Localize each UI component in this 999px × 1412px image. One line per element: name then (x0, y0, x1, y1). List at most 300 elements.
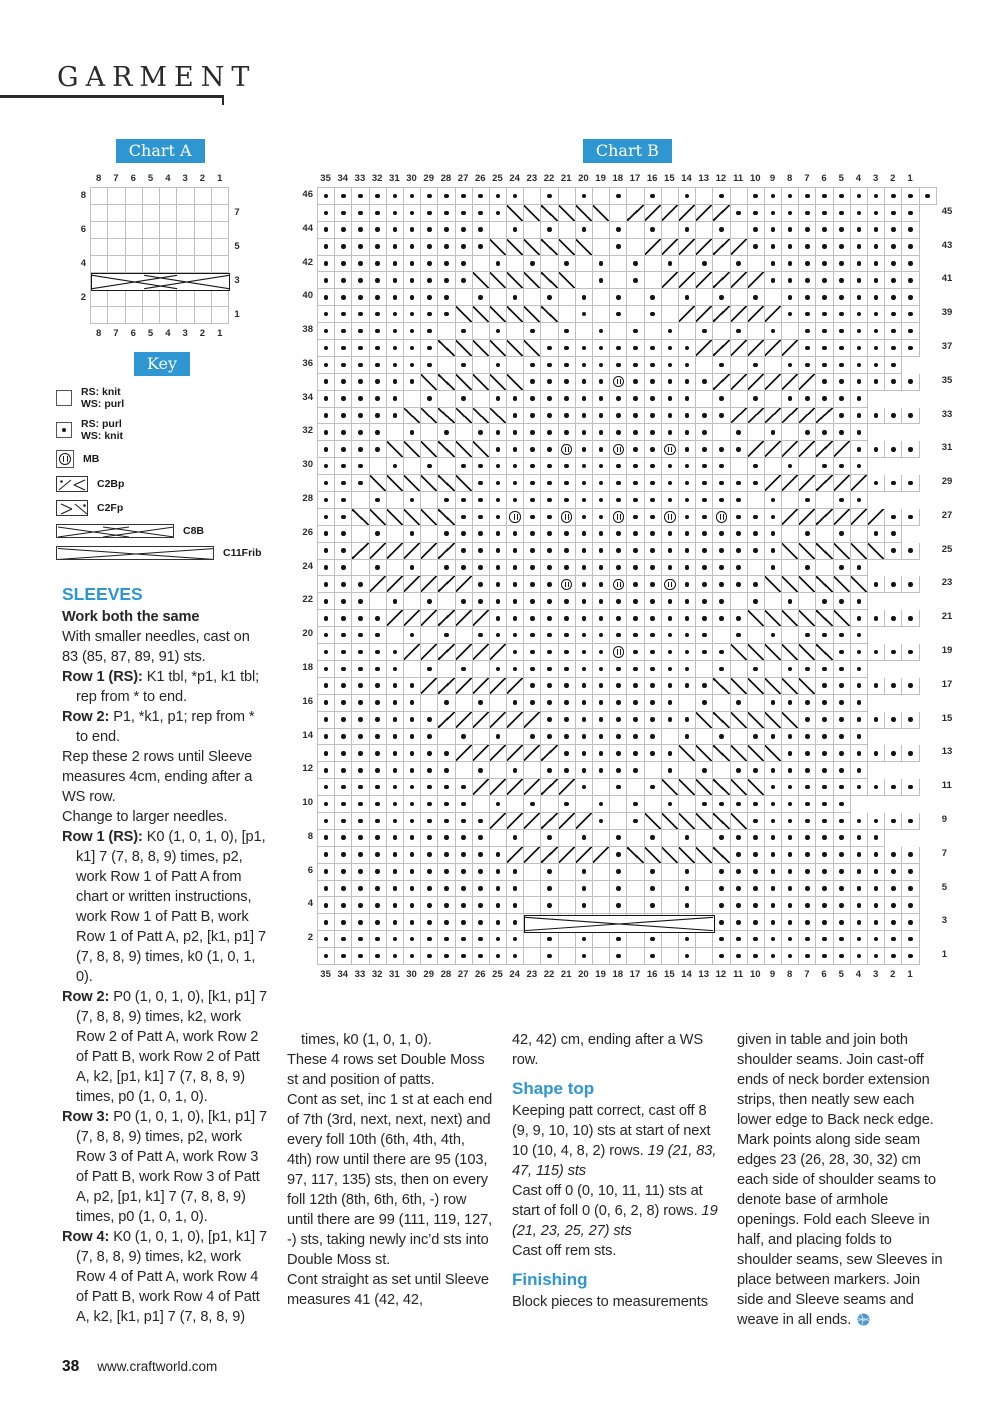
chart-cell (387, 357, 404, 374)
chart-cell (370, 239, 387, 256)
chart-cell (421, 188, 438, 205)
chart-cell (559, 661, 576, 678)
chart-cell (352, 813, 369, 830)
chart-cell (748, 289, 765, 306)
chart-cell (834, 306, 851, 323)
chart-cell (696, 492, 713, 509)
chart-cell (851, 306, 868, 323)
chart-cell (352, 779, 369, 796)
chart-cell (456, 458, 473, 475)
chart-cell (696, 357, 713, 374)
chart-cell (91, 307, 108, 324)
chart-cell (559, 289, 576, 306)
chart-col-number: 26 (474, 173, 486, 184)
chart-cell (404, 509, 421, 526)
chart-cell (713, 357, 730, 374)
chart-cell (370, 610, 387, 627)
chart-cell (765, 239, 782, 256)
chart-cell (318, 847, 335, 864)
chart-cell (885, 543, 902, 560)
chart-cell (473, 847, 490, 864)
chart-cell (473, 779, 490, 796)
chart-cell (370, 627, 387, 644)
chart-cell (748, 593, 765, 610)
chart-cell (559, 813, 576, 830)
chart-cell (799, 441, 816, 458)
chart-cell (645, 188, 662, 205)
chart-cell (318, 492, 335, 509)
chart-cell (816, 576, 833, 593)
chart-cell (370, 864, 387, 881)
chart-cell (524, 897, 541, 914)
chart-cell (782, 695, 799, 712)
chart-cell (782, 644, 799, 661)
chart-cell (782, 492, 799, 509)
chart-cell (696, 306, 713, 323)
chart-cell (645, 796, 662, 813)
chart-cell (456, 931, 473, 948)
chart-cell (352, 914, 369, 931)
chart-cell (679, 560, 696, 577)
chart-cell (438, 424, 455, 441)
chart-cell (576, 239, 593, 256)
chart-cell (713, 543, 730, 560)
chart-cell (335, 256, 352, 273)
chart-cell (576, 762, 593, 779)
chart-cell (679, 424, 696, 441)
chart-cell (335, 560, 352, 577)
chart-cell (679, 408, 696, 425)
chart-cell (438, 897, 455, 914)
chart-row-number: 4 (80, 258, 86, 269)
chart-row-number: 42 (302, 256, 313, 268)
chart-cell (696, 610, 713, 627)
chart-cell (765, 593, 782, 610)
chart-cell (627, 729, 644, 746)
chart-cell (524, 526, 541, 543)
chart-cell (335, 526, 352, 543)
chart-cell (524, 205, 541, 222)
chart-cell (524, 340, 541, 357)
chart-row-number (942, 863, 964, 880)
chart-cell (438, 576, 455, 593)
chart-col-number: 24 (509, 968, 520, 980)
chart-cell (765, 560, 782, 577)
chart-cell (816, 509, 833, 526)
chart-cell (524, 239, 541, 256)
chart-cell (524, 458, 541, 475)
chart-cell (782, 256, 799, 273)
text-run: Block pieces to measurements (512, 1294, 708, 1310)
chart-cell (627, 222, 644, 239)
chart-cell (177, 188, 194, 205)
chart-cell (834, 661, 851, 678)
chart-cell (524, 813, 541, 830)
chart-cell (902, 779, 919, 796)
chart-cell (679, 593, 696, 610)
chart-cell (610, 509, 627, 526)
chart-cell (490, 813, 507, 830)
chart-cell (559, 796, 576, 813)
chart-cell (456, 627, 473, 644)
chart-cell (610, 762, 627, 779)
chart-cell (387, 695, 404, 712)
chart-cell (834, 256, 851, 273)
chart-cell (421, 239, 438, 256)
chart-cell (868, 222, 885, 239)
chart-cell (541, 374, 558, 391)
chart-cell (370, 881, 387, 898)
chart-cell (713, 762, 730, 779)
chart-cell (610, 897, 627, 914)
key-item-label: C8B (183, 525, 205, 537)
mb-symbol-icon (56, 450, 74, 468)
chart-cell (902, 576, 919, 593)
chart-cell (438, 492, 455, 509)
chart-cell (662, 729, 679, 746)
chart-cell (662, 745, 679, 762)
chart-cell (541, 526, 558, 543)
chart-cell (799, 864, 816, 881)
chart-cell (456, 881, 473, 898)
chart-cell (473, 543, 490, 560)
chart-cell (782, 847, 799, 864)
chart-cell (696, 695, 713, 712)
chart-cell (524, 391, 541, 408)
chart-cell (627, 205, 644, 222)
chart-cell (524, 374, 541, 391)
chart-row-number: 5 (234, 241, 240, 252)
key-item-label: RS: purl WS: knit (81, 418, 123, 442)
chart-cell (473, 864, 490, 881)
chart-cell (696, 729, 713, 746)
chart-cell (490, 357, 507, 374)
chart-cell (559, 340, 576, 357)
chart-row-number (942, 457, 964, 474)
chart-cell (679, 239, 696, 256)
chart-row-number (942, 525, 964, 542)
chart-cell (404, 340, 421, 357)
chart-cell (576, 745, 593, 762)
chart-cell (404, 526, 421, 543)
chart-cell (404, 695, 421, 712)
chart-row-number: 35 (941, 374, 953, 386)
chart-cell (335, 576, 352, 593)
chart-row-number (942, 896, 964, 913)
chart-cell (524, 712, 541, 729)
chart-cell (456, 948, 473, 965)
chart-cell (868, 914, 885, 931)
chart-row-number (291, 778, 313, 795)
chart-cell (370, 830, 387, 847)
chart-cell (404, 610, 421, 627)
chart-cell (456, 576, 473, 593)
chart-cell (782, 881, 799, 898)
chart-cell (524, 475, 541, 492)
chart-cell (541, 627, 558, 644)
chart-cell (404, 948, 421, 965)
chart-cell (627, 441, 644, 458)
chart-cell (610, 543, 627, 560)
chart-cell (438, 593, 455, 610)
chart-cell (799, 188, 816, 205)
chart-cell (541, 222, 558, 239)
chart-cell (627, 306, 644, 323)
chart-cell (851, 576, 868, 593)
chart-row-number (942, 694, 964, 711)
chart-cell (799, 323, 816, 340)
chart-cell (799, 239, 816, 256)
chart-cell (370, 593, 387, 610)
chart-cell (335, 813, 352, 830)
chart-cell (782, 762, 799, 779)
chart-cell (160, 256, 177, 273)
chart-cell (885, 897, 902, 914)
chart-cell (679, 847, 696, 864)
chart-cell (816, 256, 833, 273)
chart-cell (456, 914, 473, 931)
chart-cell (456, 695, 473, 712)
chart-cell (318, 762, 335, 779)
chart-cell (593, 762, 610, 779)
chart-cell (679, 543, 696, 560)
chart-cell (713, 188, 730, 205)
chart-cell (473, 272, 490, 289)
chart-cell (541, 357, 558, 374)
chart-cell (765, 830, 782, 847)
chart-cell (456, 593, 473, 610)
chart-cell (662, 424, 679, 441)
chart-cell (490, 239, 507, 256)
chart-cell (765, 441, 782, 458)
chart-cell (679, 374, 696, 391)
chart-cell (782, 222, 799, 239)
chart-cell (627, 239, 644, 256)
chart-cell (731, 881, 748, 898)
chart-cell (799, 830, 816, 847)
chart-cell (816, 813, 833, 830)
chart-cell (765, 306, 782, 323)
chart-cell (765, 222, 782, 239)
chart-cell (765, 188, 782, 205)
chart-cell (335, 627, 352, 644)
chart-cell (318, 729, 335, 746)
chart-cell (456, 357, 473, 374)
chart-cell (765, 644, 782, 661)
chart-cell (370, 543, 387, 560)
chart-cell (610, 695, 627, 712)
chart-cell (902, 881, 919, 898)
chart-cell (816, 222, 833, 239)
chart-cell (782, 441, 799, 458)
chart-cell (438, 678, 455, 695)
chart-cell (352, 492, 369, 509)
chart-cell (902, 340, 919, 357)
chart-row-number (291, 812, 313, 829)
chart-cell (851, 914, 868, 931)
chart-cell (816, 289, 833, 306)
chart-cell (456, 391, 473, 408)
chart-row-number (942, 829, 964, 846)
chart-cell (851, 492, 868, 509)
chart-cell (696, 627, 713, 644)
chart-cell (748, 813, 765, 830)
chart-cell (731, 391, 748, 408)
text-run: Row 1 (RS): (62, 669, 147, 685)
text-run: Row 1 (RS): (62, 829, 147, 845)
chart-cell (559, 408, 576, 425)
chart-cell (868, 272, 885, 289)
chart-cell (421, 661, 438, 678)
chart-cell (559, 593, 576, 610)
chart-cell (627, 289, 644, 306)
chart-cell (834, 323, 851, 340)
chart-cell (473, 796, 490, 813)
chart-cell (627, 188, 644, 205)
chart-cell (816, 357, 833, 374)
chart-cell (748, 408, 765, 425)
chart-cell (627, 830, 644, 847)
chart-cell (799, 593, 816, 610)
chart-cell (731, 272, 748, 289)
chart-cell (456, 222, 473, 239)
chart-row-number: 33 (941, 408, 953, 420)
chart-cell (318, 188, 335, 205)
chart-cell (610, 340, 627, 357)
chart-cell (748, 188, 765, 205)
chart-cell (559, 948, 576, 965)
chart-cell (765, 509, 782, 526)
chart-row-number: 3 (941, 915, 948, 927)
chart-cell (816, 340, 833, 357)
chart-cell (902, 745, 919, 762)
chart-cell (576, 509, 593, 526)
chart-cell (834, 239, 851, 256)
chart-cell (748, 847, 765, 864)
chart-row-number (291, 677, 313, 694)
chart-cell (370, 458, 387, 475)
chart-cell (662, 644, 679, 661)
chart-col-number: 2 (199, 328, 206, 339)
chart-cell (490, 188, 507, 205)
chart-cell (438, 205, 455, 222)
chart-cell (91, 256, 108, 273)
chart-cell (438, 762, 455, 779)
chart-cell (662, 610, 679, 627)
chart-cell (696, 712, 713, 729)
chart-cell (713, 712, 730, 729)
chart-cell (559, 897, 576, 914)
chart-cell (748, 205, 765, 222)
chart-cell (645, 475, 662, 492)
chart-cell (610, 678, 627, 695)
chart-cell (799, 391, 816, 408)
chart-cell (885, 914, 902, 931)
chart-cell (387, 306, 404, 323)
chart-cell (610, 745, 627, 762)
chart-cell (885, 441, 902, 458)
chart-cell (799, 289, 816, 306)
paragraph (512, 1181, 718, 1241)
chart-cell (318, 408, 335, 425)
chart-cell (731, 678, 748, 695)
chart-row-number: 16 (302, 695, 313, 707)
chart-cell (851, 441, 868, 458)
chart-cell (679, 357, 696, 374)
chart-cell (834, 881, 851, 898)
chart-cell (799, 881, 816, 898)
chart-cell (438, 610, 455, 627)
chart-cell (438, 745, 455, 762)
chart-cell (782, 576, 799, 593)
chart-col-number: 19 (595, 173, 606, 184)
chart-col-number: 23 (526, 173, 538, 184)
chart-cell (541, 458, 558, 475)
chart-cell (507, 526, 524, 543)
chart-cell (335, 222, 352, 239)
chart-cell (456, 188, 473, 205)
chart-cell (713, 948, 730, 965)
chart-cell (524, 289, 541, 306)
chart-cell (782, 543, 799, 560)
chart-cell (576, 881, 593, 898)
chart-cell (370, 729, 387, 746)
chart-cell (868, 205, 885, 222)
chart-col-number: 15 (664, 968, 675, 980)
chart-col-number: 32 (371, 968, 383, 980)
chart-cell (507, 509, 524, 526)
chart-row-number: 12 (302, 763, 313, 775)
chart-cell (645, 897, 662, 914)
chart-col-number: 4 (855, 968, 862, 980)
chart-cell (731, 931, 748, 948)
chart-cell (834, 408, 851, 425)
chart-cell (868, 745, 885, 762)
chart-cell (370, 408, 387, 425)
chart-cell (456, 813, 473, 830)
chart-cell (645, 509, 662, 526)
chart-cell (645, 374, 662, 391)
chart-cell (559, 526, 576, 543)
chart-col-number: 34 (337, 968, 349, 980)
chart-cell (593, 729, 610, 746)
chart-cell (212, 290, 229, 307)
chart-cell (387, 779, 404, 796)
chart-cell (696, 661, 713, 678)
chart-cell (765, 661, 782, 678)
chart-cell (404, 762, 421, 779)
chart-cell (421, 492, 438, 509)
chart-cell (662, 272, 679, 289)
chart-cell (456, 509, 473, 526)
chart-cell (541, 847, 558, 864)
chart-cell (851, 644, 868, 661)
chart-cell (177, 205, 194, 222)
chart-cell (834, 779, 851, 796)
chart-cell (799, 509, 816, 526)
chart-cell (834, 441, 851, 458)
text-run: SLEEVES (62, 584, 143, 604)
chart-cell (902, 509, 919, 526)
chart-cell (126, 205, 143, 222)
chart-cell (541, 745, 558, 762)
chart-row-number: 31 (941, 442, 953, 454)
chart-cell (713, 813, 730, 830)
chart-col-number: 1 (217, 328, 223, 339)
chart-cell (404, 576, 421, 593)
chart-cell (541, 830, 558, 847)
chart-cell (490, 475, 507, 492)
